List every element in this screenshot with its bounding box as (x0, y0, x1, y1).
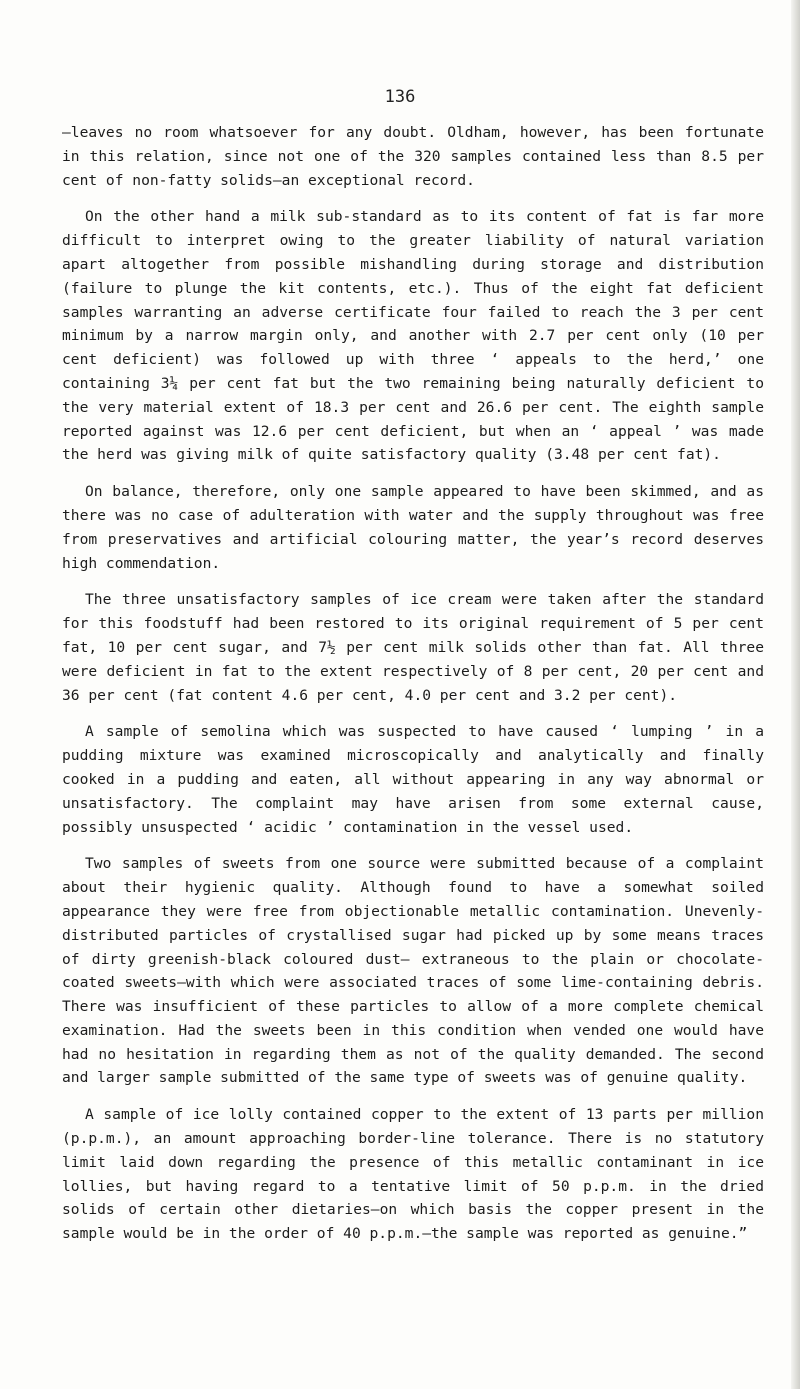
paragraph-milk-fat: On the other hand a milk sub-standard as to its content of fat is far more difficult to interpret owing to the greater liability of natural variation apart altogether from possible mishandling during storage and distribution (failure to plunge the kit contents, etc.). Thus of the eight fat deficient samples warranting an adverse certificate four failed to reach the 3 per cent minimum by a narrow margin only, and another with 2.7 per cent only (10 per cent deficient) was followed up with three ‘ appeals to the herd,’ one containing 3¼ per cent fat but the two remaining being naturally deficient to the very material extent of 18.3 per cent and 26.6 per cent. The eighth sample reported against was 12.6 per cent deficient, but when an ‘ appeal ’ was made the herd was giving milk of quite satisfactory quality (3.48 per cent fat). (62, 208, 764, 464)
body-text (62, 121, 764, 1259)
paragraph-sweets: Two samples of sweets from one source were submitted because of a complaint about their hygienic quality. Although found to have a somewhat soiled appearance they were free from objectionable metallic contamination. Unevenly-distributed particles of crystallised sugar had picked up by some means traces of dirty greenish-black coloured dust— extraneous to the plain or chocolate-coated sweets—with which were associated traces of some lime-containing debris. There was insufficient of these particles to allow of a more complete chemical examination. Had the sweets been in this condition when vended one would have had no hesitation in regarding them as not of the quality demanded. The second and larger sample submitted of the same type of sweets was of genuine quality. (62, 855, 764, 1087)
paragraph-ice-cream: The three unsatisfactory samples of ice cream were taken after the standard for this foodstuff had been restored to its original requirement of 5 per cent fat, 10 per cent sugar, and 7½ per cent milk solids other than fat. All three were deficient in fat to the extent respectively of 8 per cent, 20 per cent and 36 per cent (fat content 4.6 per cent, 4.0 per cent and 3.2 per cent). (62, 591, 764, 704)
page-edge-shadow (791, 0, 800, 1389)
page-number: 136 (384, 87, 416, 107)
paragraph-ice-lolly: A sample of ice lolly contained copper to the extent of 13 parts per million (p.p.m.), an amount approaching border-line tolerance. There is no statutory limit laid down regarding the presence of this metallic contaminant in ice lollies, but having regard to a tentative limit of 50 p.p.m. in the dried solids of certain other dietaries—on which basis the copper present in the sample would be in the order of 40 p.p.m.—the sample was reported as genuine.” (62, 1106, 764, 1243)
paragraph-semolina: A sample of semolina which was suspected to have caused ‘ lumping ’ in a pudding mixture was examined microscopically and analytically and finally cooked in a pudding and eaten, all without appearing in any way abnormal or unsatisfactory. The complaint may have arisen from some external cause, possibly unsuspected ‘ acidic ’ contamination in the vessel used. (62, 723, 764, 836)
paragraph-continuation: —leaves no room whatsoever for any doubt. Oldham, however, has been fortunate in this relation, since not one of the 320 samples contained less than 8.5 per cent of non-fatty solids—an exceptional record. (62, 124, 764, 189)
paragraph-balance: On balance, therefore, only one sample appeared to have been skimmed, and as there was no case of adulteration with water and the supply throughout was free from preservatives and artificial colouring matter, the year’s record deserves high commendation. (62, 483, 764, 572)
